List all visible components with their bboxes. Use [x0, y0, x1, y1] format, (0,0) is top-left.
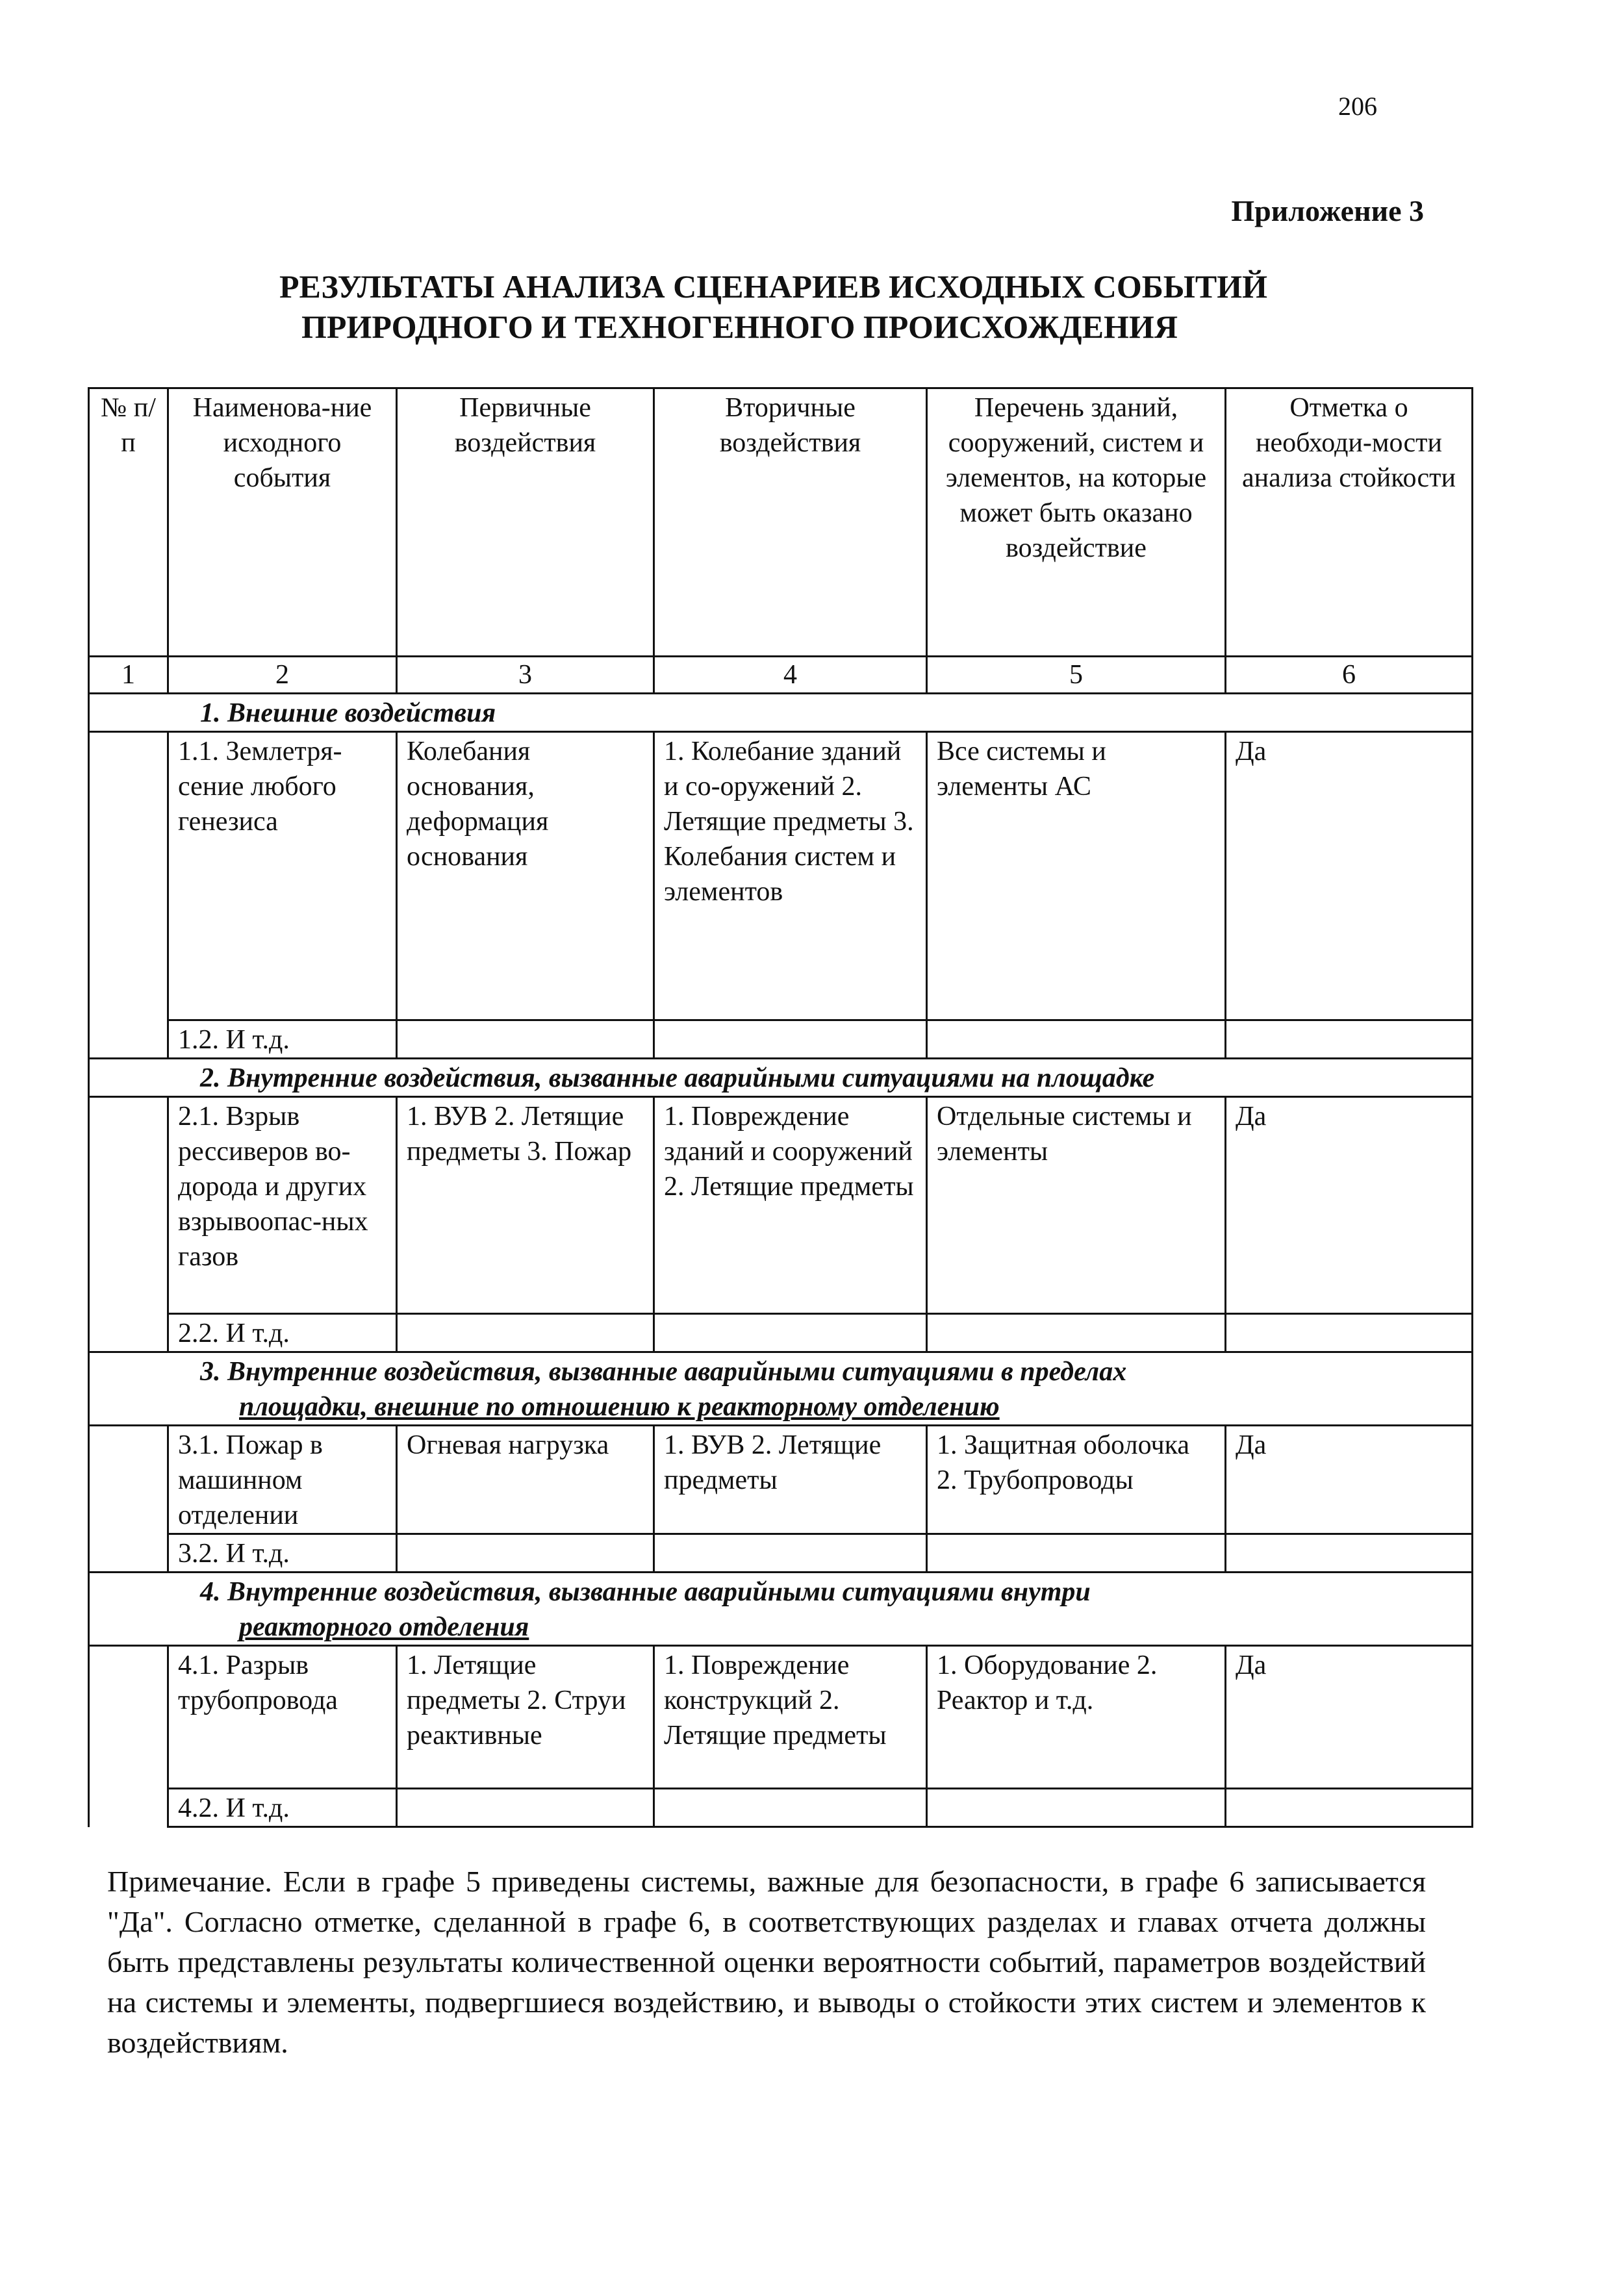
section-title: 2. Внутренние воздействия, вызванные аварийными ситуациями на площадке: [89, 1059, 1473, 1097]
section-title-line-2: площадки, внешние по отношению к реакторному отделению: [239, 1392, 1000, 1422]
event-name: 1.1. Землетря-сение любого генезиса: [168, 732, 397, 1020]
column-number: 1: [89, 657, 168, 694]
appendix-label: Приложение 3: [1231, 194, 1424, 227]
page-number: 206: [1338, 92, 1377, 121]
event-name: 2.1. Взрыв рессиверов во-дорода и других взрывоопас-ных газов: [168, 1097, 397, 1314]
secondary-effects: 1. ВУВ 2. Летящие предметы: [654, 1426, 927, 1534]
row-number-cell: [89, 1646, 168, 1827]
affected-objects: Отдельные системы и элементы: [927, 1097, 1226, 1314]
primary-effects: Огневая нагрузка: [397, 1426, 654, 1534]
stability-mark: Да: [1226, 1646, 1473, 1789]
event-name: 3.1. Пожар в машинном отделении: [168, 1426, 397, 1534]
stability-mark: Да: [1226, 1426, 1473, 1534]
table-row: [89, 1646, 1473, 1789]
header-affected-objects: Перечень зданий, сооружений, систем и элементов, на которые может быть оказано воздействие: [927, 388, 1226, 657]
stability-mark: Да: [1226, 1097, 1473, 1314]
table-row: [89, 1534, 1473, 1573]
affected-objects: [927, 1534, 1226, 1573]
column-number: 2: [168, 657, 397, 694]
section-heading-row: [89, 694, 1473, 732]
affected-objects: Все системы и элементы АС: [927, 732, 1226, 1020]
primary-effects: 1. Летящие предметы 2. Струи реактивные: [397, 1646, 654, 1789]
primary-effects: Колебания основания, деформация основания: [397, 732, 654, 1020]
stability-mark: Да: [1226, 732, 1473, 1020]
table-row: [89, 1789, 1473, 1827]
secondary-effects: 1. Повреждение зданий и сооружений 2. Летящие предметы: [654, 1097, 927, 1314]
section-title: [89, 1352, 1473, 1426]
section-heading-row: [89, 1059, 1473, 1097]
secondary-effects: [654, 1789, 927, 1827]
event-name: 4.2. И т.д.: [168, 1789, 397, 1827]
secondary-effects: [654, 1534, 927, 1573]
event-name: 1.2. И т.д.: [168, 1020, 397, 1059]
title-line-2: ПРИРОДНОГО И ТЕХНОГЕННОГО ПРОИСХОЖДЕНИЯ: [301, 309, 1178, 345]
secondary-effects: 1. Повреждение конструкций 2. Летящие предметы: [654, 1646, 927, 1789]
affected-objects: 1. Оборудование 2. Реактор и т.д.: [927, 1646, 1226, 1789]
affected-objects: [927, 1314, 1226, 1352]
column-number: 6: [1226, 657, 1473, 694]
header-number: № п/п: [89, 388, 168, 657]
row-number-cell: [89, 1426, 168, 1573]
event-name: 2.2. И т.д.: [168, 1314, 397, 1352]
section-title-line-2: реакторного отделения: [239, 1612, 529, 1642]
affected-objects: [927, 1789, 1226, 1827]
stability-mark: [1226, 1020, 1473, 1059]
section-title: 1. Внешние воздействия: [89, 694, 1473, 732]
table-row: [89, 1314, 1473, 1352]
stability-mark: [1226, 1314, 1473, 1352]
document-title: [279, 266, 1345, 347]
table-row: [89, 1020, 1473, 1059]
scenario-analysis-table: [88, 387, 1473, 1828]
header-primary-effects: Первичные воздействия: [397, 388, 654, 657]
section-heading-row: [89, 1573, 1473, 1646]
primary-effects: [397, 1534, 654, 1573]
section-title-line-1: 4. Внутренние воздействия, вызванные аварийными ситуациями внутри: [200, 1577, 1091, 1607]
table-row: [89, 1426, 1473, 1534]
primary-effects: [397, 1789, 654, 1827]
stability-mark: [1226, 1789, 1473, 1827]
title-line-1: РЕЗУЛЬТАТЫ АНАЛИЗА СЦЕНАРИЕВ ИСХОДНЫХ СОБЫТИЙ: [279, 268, 1268, 305]
table-row: [89, 1097, 1473, 1314]
column-number: 3: [397, 657, 654, 694]
column-number: 5: [927, 657, 1226, 694]
primary-effects: [397, 1020, 654, 1059]
secondary-effects: [654, 1314, 927, 1352]
header-event-name: Наименова-ние исходного события: [168, 388, 397, 657]
stability-mark: [1226, 1534, 1473, 1573]
section-heading-row: [89, 1352, 1473, 1426]
header-secondary-effects: Вторичные воздействия: [654, 388, 927, 657]
section-title: [89, 1573, 1473, 1646]
note-paragraph: Примечание. Если в графе 5 приведены системы, важные для безопасности, в графе 6 записывается "Да". Согласно отметке, сделанной в графе 6, в соответствующих разделах и главах отчета должны быть представлены результаты количественной оценки вероятности событий, параметров воздействий на системы и элементы, подвергшиеся воздействию, и выводы о стойкости этих систем и элементов к воздействиям.: [107, 1865, 1426, 2059]
table-row: [89, 732, 1473, 1020]
event-name: 4.1. Разрыв трубопровода: [168, 1646, 397, 1789]
column-number: 4: [654, 657, 927, 694]
affected-objects: 1. Защитная оболочка 2. Трубопроводы: [927, 1426, 1226, 1534]
primary-effects: 1. ВУВ 2. Летящие предметы 3. Пожар: [397, 1097, 654, 1314]
event-name: 3.2. И т.д.: [168, 1534, 397, 1573]
section-title-line-1: 3. Внутренние воздействия, вызванные аварийными ситуациями в пределах: [200, 1357, 1127, 1387]
row-number-cell: [89, 1097, 168, 1352]
header-stability-mark: Отметка о необходи-мости анализа стойкости: [1226, 388, 1473, 657]
affected-objects: [927, 1020, 1226, 1059]
secondary-effects: 1. Колебание зданий и со-оружений 2. Летящие предметы 3. Колебания систем и элементов: [654, 732, 927, 1020]
column-number-row: [89, 657, 1473, 694]
secondary-effects: [654, 1020, 927, 1059]
table-header-row: [89, 388, 1473, 657]
row-number-cell: [89, 732, 168, 1059]
primary-effects: [397, 1314, 654, 1352]
